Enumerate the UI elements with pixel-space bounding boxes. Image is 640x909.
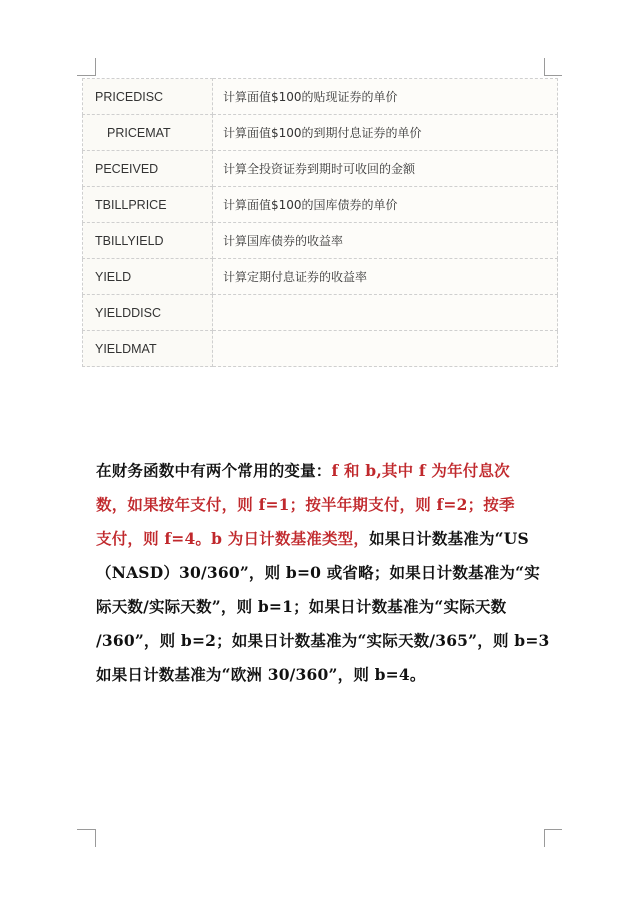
variables-explanation-paragraph <box>96 454 556 692</box>
function-name: PRICEMAT <box>83 115 213 151</box>
crop-mark-top-right-h <box>544 75 562 76</box>
crop-mark-bottom-right <box>544 829 545 847</box>
crop-mark-bottom-right-h <box>544 829 562 830</box>
function-description: 计算全投资证券到期时可收回的金额 <box>213 151 558 187</box>
function-description: 计算国库债券的收益率 <box>213 223 558 259</box>
function-description <box>213 295 558 331</box>
function-description: 计算面值$100的到期付息证券的单价 <box>213 115 558 151</box>
table-row <box>83 79 558 115</box>
table-row <box>83 187 558 223</box>
paragraph-text: 如果日计数基准为“US <box>369 529 529 548</box>
function-name: TBILLPRICE <box>83 187 213 223</box>
table-row <box>83 115 558 151</box>
function-description <box>213 331 558 367</box>
highlighted-text: 数，如果按年支付，则 f=1；按半年期支付，则 f=2；按季 <box>96 495 515 514</box>
crop-mark-top-left-h <box>77 75 95 76</box>
paragraph-line-3 <box>96 522 556 556</box>
function-description: 计算定期付息证券的收益率 <box>213 259 558 295</box>
function-description: 计算面值$100的贴现证券的单价 <box>213 79 558 115</box>
table-row <box>83 331 558 367</box>
highlighted-text: f 和 b,其中 f 为年付息次 <box>331 461 510 480</box>
highlighted-text: 支付，则 f=4。b 为日计数基准类型， <box>96 529 370 548</box>
function-name: PRICEDISC <box>83 79 213 115</box>
function-description: 计算面值$100的国库债券的单价 <box>213 187 558 223</box>
function-name: YIELDDISC <box>83 295 213 331</box>
table-row <box>83 259 558 295</box>
function-name: PECEIVED <box>83 151 213 187</box>
paragraph-text: （NASD）30/360”，则 b=0 或省略；如果日计数基准为“实 <box>96 563 540 582</box>
function-name: YIELDMAT <box>83 331 213 367</box>
financial-function-table <box>82 78 558 367</box>
paragraph-text: 在财务函数中有两个常用的变量： <box>96 461 332 480</box>
crop-mark-top-right <box>544 58 545 76</box>
paragraph-text: /360”，则 b=2；如果日计数基准为“实际天数/365”，则 b=3 <box>96 631 550 650</box>
paragraph-line-1 <box>96 454 556 488</box>
paragraph-text: 际天数/实际天数”，则 b=1；如果日计数基准为“实际天数 <box>96 597 507 616</box>
paragraph-text: 如果日计数基准为“欧洲 30/360”，则 b=4。 <box>96 665 426 684</box>
function-name: YIELD <box>83 259 213 295</box>
crop-mark-bottom-left <box>95 829 96 847</box>
table-row <box>83 151 558 187</box>
crop-mark-top-left <box>95 58 96 76</box>
crop-mark-bottom-left-h <box>77 829 95 830</box>
function-name: TBILLYIELD <box>83 223 213 259</box>
table-row <box>83 223 558 259</box>
table-row <box>83 295 558 331</box>
